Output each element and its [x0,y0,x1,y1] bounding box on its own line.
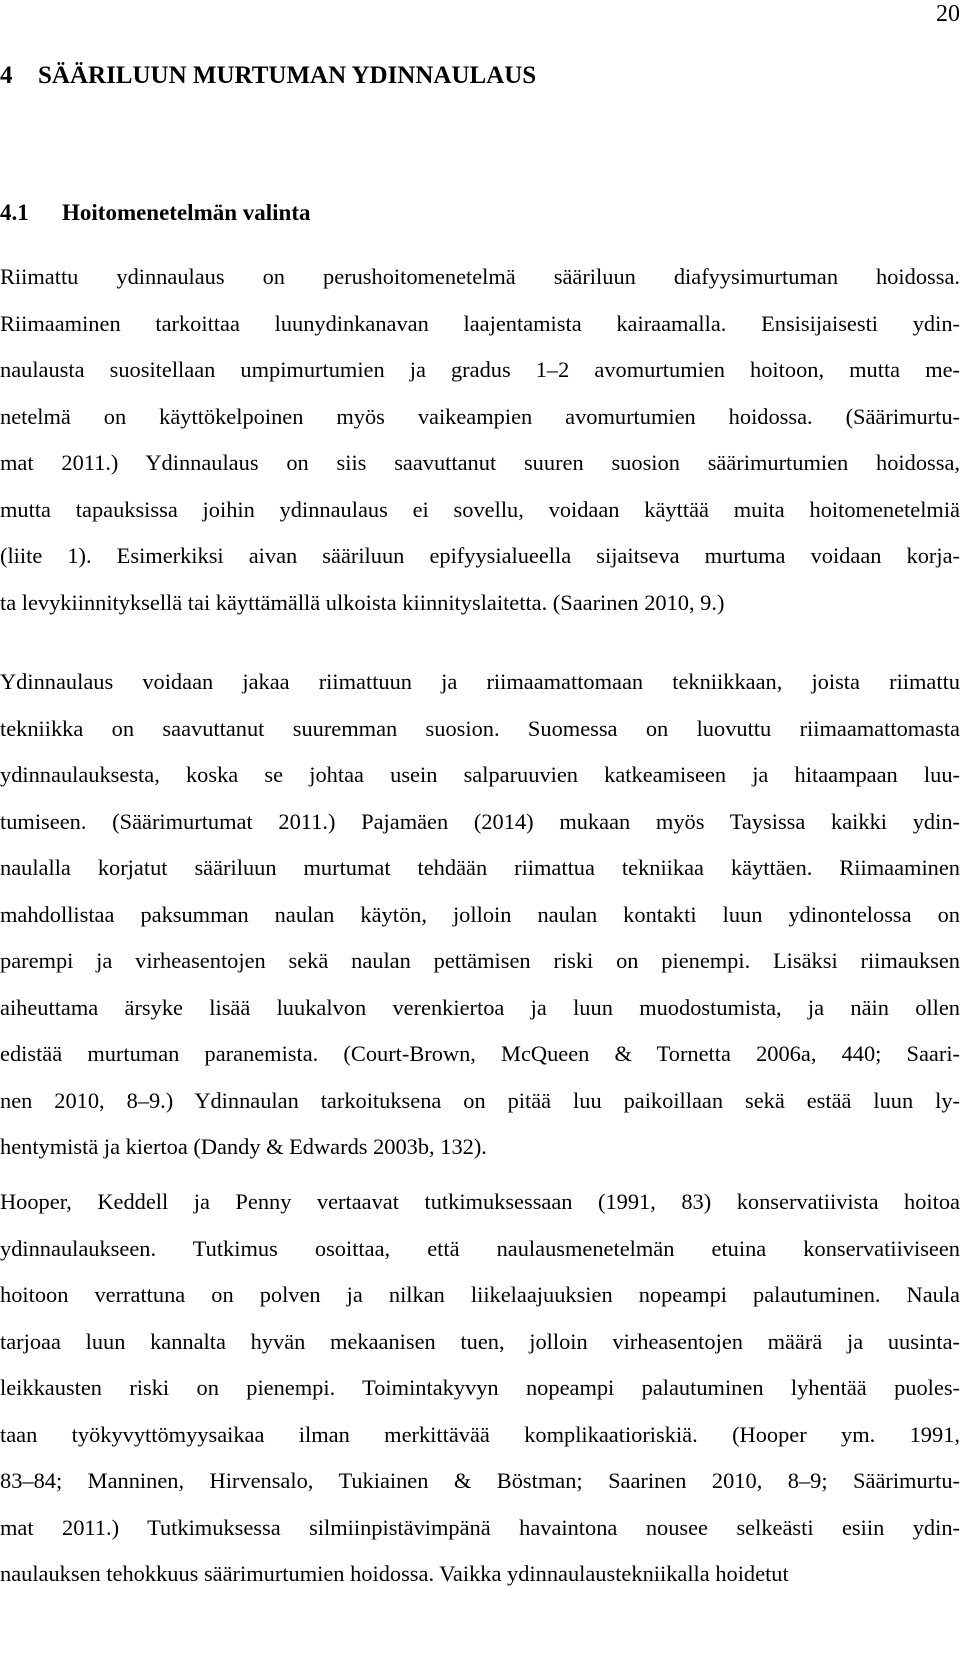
text-line: mat 2011.) Tutkimuksessa silmiinpistävimpänä havaintona nousee selkeästi esiin ydin- [0,1514,960,1540]
text-line: ta levykiinnityksellä tai käyttämällä ulkoista kiinnityslaitetta. (Saarinen 2010, 9.) [0,589,725,615]
text-line: naulausta suositellaan umpimurtumien ja gradus 1–2 avomurtumien hoitoon, mutta me- [0,357,960,382]
text-line: mutta tapauksissa joihin ydinnaulaus ei sovellu, voidaan käyttää muita hoitomenetelmiä [0,496,960,522]
text-line: leikkausten riski on pienempi. Toimintakyvyn nopeampi palautuminen lyhentää puoles- [0,1375,960,1400]
text-line: nen 2010, 8–9.) Ydinnaulan tarkoituksena on pitää luu paikoillaan sekä estää luun ly- [0,1087,960,1113]
text-line: mat 2011.) Ydinnaulaus on siis saavuttanut suuren suosion säärimurtumien hoidossa, [0,450,960,475]
text-line: tumiseen. (Säärimurtumat 2011.) Pajamäen (2014) mukaan myös Taysissa kaikki ydin- [0,808,960,834]
section-number: 4.1 [0,200,29,225]
chapter-title: SÄÄRILUUN MURTUMAN YDINNAULAUS [38,62,537,89]
text-line: (liite 1). Esimerkiksi aivan sääriluun epifyysialueella sijaitseva murtuma voidaan korja- [0,543,960,568]
text-line: tarjoaa luun kannalta hyvän mekaanisen tuen, jolloin virheasentojen määrä ja uusinta- [0,1328,960,1354]
chapter-heading [0,60,536,92]
section-heading [0,198,311,228]
text-line: 83–84; Manninen, Hirvensalo, Tukiainen & Böstman; Saarinen 2010, 8–9; Säärimurtu- [0,1468,960,1493]
text-line: netelmä on käyttökelpoinen myös vaikeampien avomurtumien hoidossa. (Säärimurtu- [0,403,960,429]
text-line: Riimaaminen tarkoittaa luunydinkanavan laajentamista kairaamalla. Ensisijaisesti ydin- [0,310,960,336]
paragraph-3 [0,1179,960,1598]
paragraph-2 [0,659,960,1171]
text-line: ydinnaulaukseen. Tutkimus osoittaa, että naulausmenetelmän etuina konservatiiviseen [0,1235,960,1261]
text-line: Hooper, Keddell ja Penny vertaavat tutkimuksessaan (1991, 83) konservatiivista hoitoa [0,1189,960,1214]
chapter-number: 4 [0,62,13,89]
text-line: naulauksen tehokkuus säärimurtumien hoidossa. Vaikka ydinnaulaustekniikalla hoidetut [0,1561,789,1586]
text-line: Ydinnaulaus voidaan jakaa riimattuun ja riimaamattomaan tekniikkaan, joista riimattu [0,669,960,694]
text-line: parempi ja virheasentojen sekä naulan pettämisen riski on pienempi. Lisäksi riimauksen [0,948,960,973]
text-line: edistää murtuman paranemista. (Court-Brown, McQueen & Tornetta 2006a, 440; Saari- [0,1041,960,1066]
text-line: naulalla korjatut sääriluun murtumat tehdään riimattua tekniikaa käyttäen. Riimaaminen [0,855,960,880]
paragraph-1 [0,254,960,626]
text-line: taan työkyvyttömyysaikaa ilman merkittävää komplikaatioriskiä. (Hooper ym. 1991, [0,1421,960,1447]
text-line: ydinnaulauksesta, koska se johtaa usein salparuuvien katkeamiseen ja hitaampaan luu- [0,762,960,787]
text-line: mahdollistaa paksumman naulan käytön, jolloin naulan kontakti luun ydinontelossa on [0,901,960,927]
text-line: tekniikka on saavuttanut suuremman suosion. Suomessa on luovuttu riimaamattomasta [0,715,960,741]
text-line: Riimattu ydinnaulaus on perushoitomenetelmä sääriluun diafyysimurtuman hoidossa. [0,264,960,289]
text-line: aiheuttama ärsyke lisää luukalvon verenkiertoa ja luun muodostumista, ja näin ollen [0,994,960,1020]
page-number: 20 [936,1,960,27]
text-line: hentymistä ja kiertoa (Dandy & Edwards 2003b, 132). [0,1134,487,1159]
section-title: Hoitomenetelmän valinta [62,200,311,225]
text-line: hoitoon verrattuna on polven ja nilkan liikelaajuuksien nopeampi palautuminen. Naula [0,1282,960,1307]
